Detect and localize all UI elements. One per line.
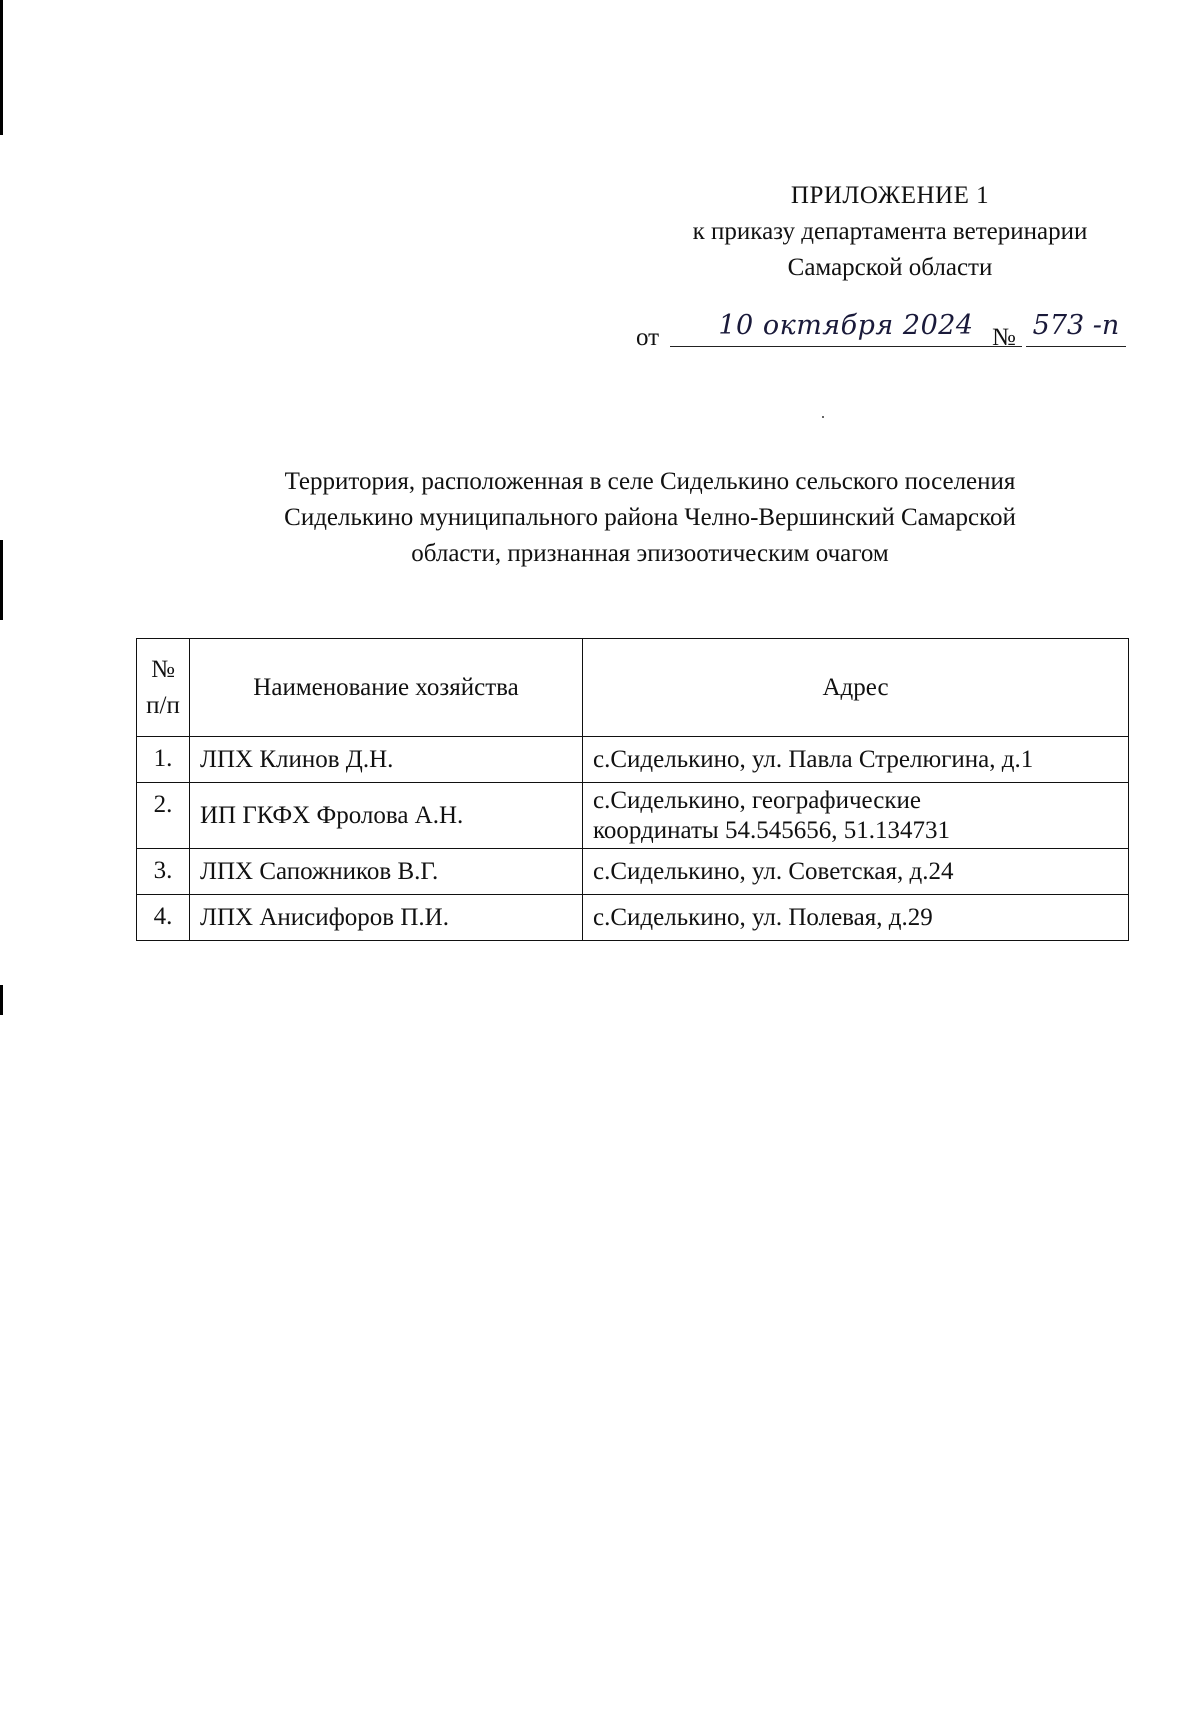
row-number: 2.	[137, 783, 190, 849]
table-row	[137, 895, 1129, 941]
header-number-abbr: п/п	[146, 691, 180, 719]
row-farm-name: ЛПХ Сапожников В.Г.	[190, 849, 583, 895]
scan-speck	[822, 416, 824, 418]
row-address	[583, 783, 1129, 849]
row-address-line: координаты 54.545656, 51.134731	[593, 816, 950, 844]
header-number-symbol: №	[151, 655, 175, 683]
row-number: 3.	[137, 849, 190, 895]
order-number-label: №	[992, 324, 1016, 351]
table-row	[137, 849, 1129, 895]
scan-edge-mark	[0, 985, 3, 1015]
table-row	[137, 737, 1129, 783]
row-address	[583, 737, 1129, 783]
row-farm-name: ЛПХ Клинов Д.Н.	[190, 737, 583, 783]
table-header-row	[137, 639, 1129, 737]
row-farm-name: ЛПХ Анисифоров П.И.	[190, 895, 583, 941]
row-number: 1.	[137, 737, 190, 783]
territory-title-line: Сиделькино муниципального района Челно-Вершинский Самарской	[284, 504, 1016, 531]
farms-table	[136, 638, 1129, 941]
row-address-line: с.Сиделькино, географические	[593, 786, 921, 814]
row-number: 4.	[137, 895, 190, 941]
territory-title	[180, 464, 1120, 572]
order-reference	[636, 310, 1136, 354]
table-row	[137, 783, 1129, 849]
territory-title-line: Территория, расположенная в селе Сиделькино сельского поселения	[284, 468, 1016, 495]
appendix-line-region: Самарской области	[787, 254, 993, 281]
row-address-line: с.Сиделькино, ул. Полевая, д.29	[593, 903, 933, 931]
appendix-header	[640, 178, 1140, 286]
order-date-handwritten: 10 октября 2024	[670, 310, 1022, 347]
header-address: Адрес	[583, 639, 1129, 737]
appendix-title: ПРИЛОЖЕНИЕ 1	[790, 182, 990, 209]
scan-edge-mark	[0, 540, 3, 620]
order-number-handwritten: 573 -п	[1026, 310, 1126, 347]
territory-title-line: области, признанная эпизоотическим очагом	[411, 540, 889, 567]
row-address	[583, 895, 1129, 941]
header-farm-name: Наименование хозяйства	[190, 639, 583, 737]
appendix-line-order: к приказу департамента ветеринарии	[692, 218, 1088, 245]
order-from-label: от	[636, 324, 660, 351]
row-farm-name: ИП ГКФХ Фролова А.Н.	[190, 783, 583, 849]
header-number	[137, 639, 190, 737]
row-address	[583, 849, 1129, 895]
row-address-line: с.Сиделькино, ул. Советская, д.24	[593, 857, 954, 885]
row-address-line: с.Сиделькино, ул. Павла Стрелюгина, д.1	[593, 745, 1034, 773]
scan-edge-mark	[0, 0, 3, 135]
